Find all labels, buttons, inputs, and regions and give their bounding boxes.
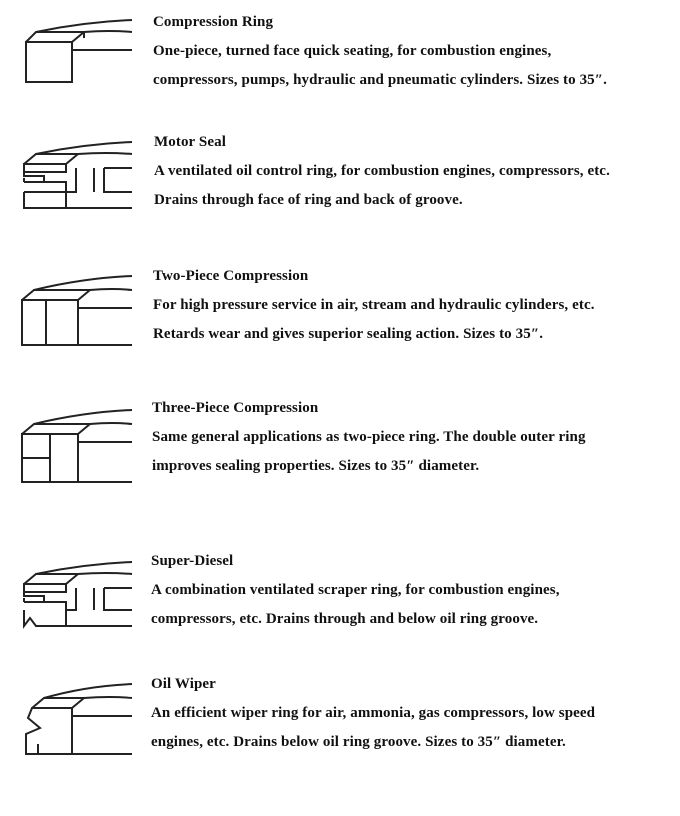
ring-description-line: Retards wear and gives superior sealing action. Sizes to 35″. <box>153 326 544 342</box>
ring-description-line: A combination ventilated scraper ring, for combustion engines, <box>151 582 560 598</box>
ring-title: Super-Diesel <box>151 553 234 569</box>
ring-text <box>151 670 595 757</box>
ring-description-line: Drains through face of ring and back of groove. <box>154 192 463 208</box>
super-diesel-ring-icon <box>14 560 139 632</box>
ring-text <box>153 8 607 95</box>
motor-seal-ring-icon <box>14 138 139 218</box>
ring-title: Three-Piece Compression <box>152 400 319 416</box>
ring-description-line: An efficient wiper ring for air, ammonia, gas compressors, low speed <box>151 705 596 721</box>
ring-description-line: A ventilated oil control ring, for combustion engines, compressors, etc. <box>154 163 610 179</box>
ring-description-line: compressors, pumps, hydraulic and pneumatic cylinders. Sizes to 35″. <box>153 72 608 88</box>
ring-description-line: improves sealing properties. Sizes to 35″ diameter. <box>152 458 480 474</box>
compression-ring-icon <box>14 14 139 90</box>
ring-description-line: One-piece, turned face quick seating, for combustion engines, <box>153 43 552 59</box>
two-piece-compression-ring-icon <box>14 270 139 352</box>
ring-title: Two-Piece Compression <box>153 268 309 284</box>
ring-title: Motor Seal <box>154 134 226 150</box>
three-piece-compression-ring-icon <box>14 404 139 488</box>
ring-text <box>152 394 586 481</box>
ring-text <box>153 262 595 349</box>
ring-description-line: Same general applications as two-piece ring. The double outer ring <box>152 429 586 445</box>
oil-wiper-ring-icon <box>14 680 139 762</box>
ring-title: Compression Ring <box>153 14 274 30</box>
ring-title: Oil Wiper <box>151 676 216 692</box>
ring-text <box>154 128 610 215</box>
ring-description-line: engines, etc. Drains below oil ring groove. Sizes to 35″ diameter. <box>151 734 566 750</box>
ring-description-line: compressors, etc. Drains through and below oil ring groove. <box>151 611 539 627</box>
ring-text <box>151 547 560 634</box>
ring-description-line: For high pressure service in air, stream and hydraulic cylinders, etc. <box>153 297 595 313</box>
